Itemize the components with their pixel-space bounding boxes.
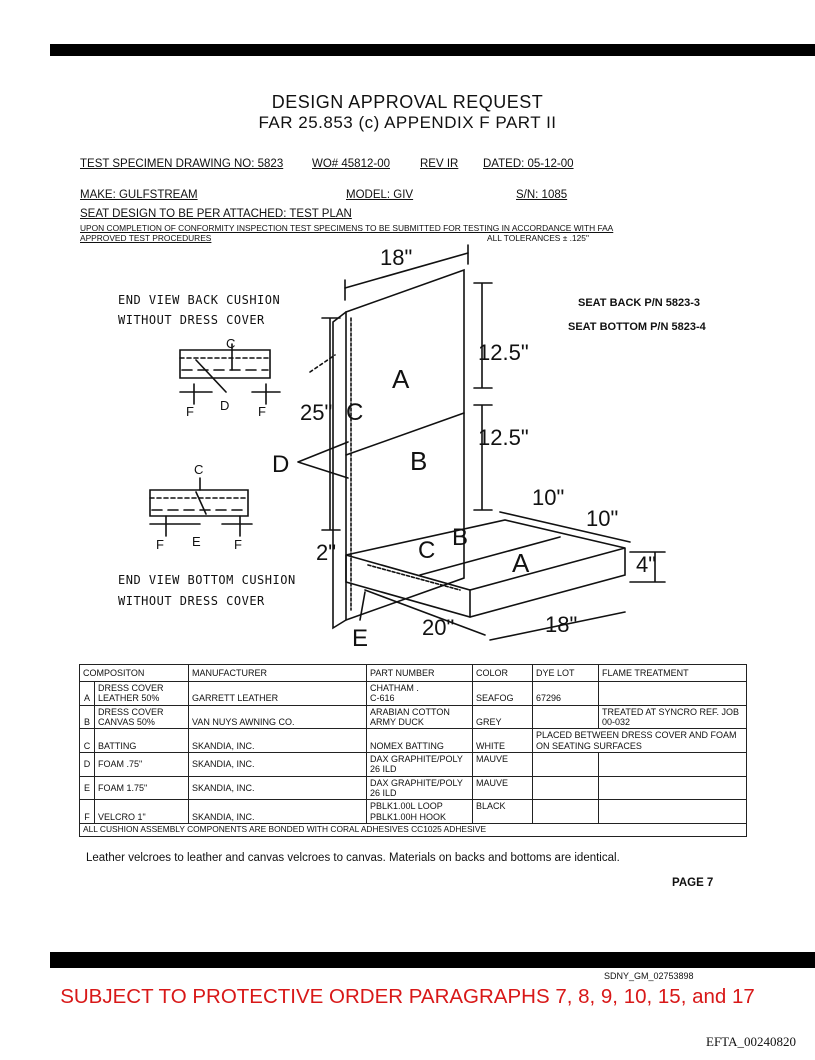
table-row: F VELCRO 1" SKANDIA, INC. PBLK1.00L LOOP PBLK1.00H HOOK BLACK: [80, 800, 747, 824]
label-c-back-view: C: [226, 336, 236, 351]
seat-bottom-part-number: SEAT BOTTOM P/N 5823-4: [568, 321, 706, 333]
label-b-back: B: [410, 446, 428, 476]
table-row: B DRESS COVER CANVAS 50% VAN NUYS AWNING CO. ARABIAN COTTON ARMY DUCK GREY TREATED AT SYNCRO REF. JOB 00-032: [80, 705, 747, 729]
dim-height-total: 25": [300, 400, 333, 425]
drawing-labels: [156, 245, 656, 652]
label-f2-bottom-view: F: [234, 537, 242, 552]
page-number: PAGE 7: [672, 877, 714, 889]
header-dye-lot: DYE LOT: [533, 665, 599, 682]
header-composition: COMPOSITON: [80, 665, 189, 682]
bottom-view-label-2: WITHOUT DRESS COVER: [118, 594, 265, 608]
bottom-split-line: [420, 537, 560, 575]
label-c-bottom: C: [418, 537, 436, 564]
leader-d: [298, 442, 348, 478]
back-end-view-outline: [180, 350, 270, 378]
dim-lower-line: [474, 405, 492, 510]
drawing-number: TEST SPECIMEN DRAWING NO: 5823: [80, 158, 284, 170]
conformity-text: UPON COMPLETION OF CONFORMITY INSPECTION TEST SPECIMENS TO BE SUBMITTED FOR TESTING IN ACCORDANCE WITH FAA: [80, 223, 614, 233]
label-d-back-view: D: [220, 398, 230, 413]
leader-back-view: [310, 355, 335, 372]
model: MODEL: GIV: [346, 189, 414, 201]
header-manufacturer: MANUFACTURER: [189, 665, 367, 682]
date: DATED: 05-12-00: [483, 158, 574, 170]
dim-depth-b: 10": [586, 506, 619, 531]
back-view-label-1: END VIEW BACK CUSHION: [118, 293, 281, 307]
dim-upper-line: [474, 283, 492, 388]
velcro-note: Leather velcroes to leather and canvas velcroes to canvas. Materials on backs and bottoms are identical.: [86, 852, 620, 864]
bottom-cushion-sides: [346, 548, 625, 617]
bottom-end-view-outline: [150, 490, 248, 516]
label-e-bottom: E: [352, 625, 369, 652]
label-f1-bottom-view: F: [156, 537, 164, 552]
efta-number: EFTA_00240820: [706, 1034, 796, 1049]
label-f2-back-view: F: [258, 404, 266, 419]
label-a-back: A: [392, 364, 410, 394]
table-footer-row: [80, 824, 747, 837]
dim-upper-height: 12.5": [478, 340, 529, 365]
table-row: D FOAM .75" SKANDIA, INC. DAX GRAPHITE/POLY 26 ILD MAUVE: [80, 753, 747, 777]
seat-back-part-number: SEAT BACK P/N 5823-3: [578, 297, 701, 309]
dim-depth-a: 10": [532, 485, 565, 510]
bottom-end-view-velcro: [150, 516, 252, 536]
dim-lower-height: 12.5": [478, 425, 529, 450]
header-flame-treatment: FLAME TREATMENT: [599, 665, 747, 682]
composition-table: [79, 664, 747, 837]
make: MAKE: GULFSTREAM: [80, 189, 198, 201]
back-end-view-leaders: [196, 344, 232, 392]
label-d: D: [272, 451, 290, 478]
table-header-row: [80, 665, 747, 682]
back-view-label-2: WITHOUT DRESS COVER: [118, 313, 265, 327]
tolerances-text: ALL TOLERANCES ± .125": [487, 233, 589, 243]
label-c-bottom-view: C: [194, 462, 204, 477]
label-e-bottom-view: E: [192, 534, 201, 549]
table-row: C BATTING SKANDIA, INC. NOMEX BATTING WHITE PLACED BETWEEN DRESS COVER AND FOAM ON SEATING SURFACES: [80, 729, 747, 753]
document-subtitle: FAR 25.853 (c) APPENDIX F PART II: [258, 113, 557, 132]
back-cushion-side: [333, 312, 346, 628]
bottom-stitch-line: [368, 565, 460, 590]
bottom-view-label-1: END VIEW BOTTOM CUSHION: [118, 573, 296, 587]
work-order: WO# 45812-00: [312, 158, 390, 170]
seat-design-heading: SEAT DESIGN TO BE PER ATTACHED: TEST PLAN: [80, 208, 352, 220]
dim-top-width: 18": [380, 245, 413, 270]
document-title: DESIGN APPROVAL REQUEST: [271, 92, 544, 112]
label-c-back: C: [346, 399, 364, 426]
dim-bottom-depth: 20": [422, 615, 455, 640]
label-a-bottom: A: [512, 548, 530, 578]
adhesive-note: ALL CUSHION ASSEMBLY COMPONENTS ARE BONDED WITH CORAL ADHESIVES CC1025 ADHESIVE: [80, 824, 747, 837]
table-row: E FOAM 1.75" SKANDIA, INC. DAX GRAPHITE/POLY 26 ILD MAUVE: [80, 776, 747, 800]
label-f1-back-view: F: [186, 404, 194, 419]
serial-number: S/N: 1085: [516, 189, 568, 201]
dim-bottom-width: 18": [545, 612, 578, 637]
header-part-number: PART NUMBER: [367, 665, 473, 682]
back-split-line: [346, 413, 464, 455]
dim-thickness-back: 2": [316, 540, 337, 565]
header-color: COLOR: [473, 665, 533, 682]
bottom-end-view-leaders: [196, 478, 206, 514]
label-b-bottom: B: [452, 524, 469, 551]
bates-number: SDNY_GM_02753898: [604, 971, 694, 981]
table-row: A DRESS COVER LEATHER 50% GARRETT LEATHER CHATHAM . C-616 SEAFOG 67296: [80, 682, 747, 706]
procedures-text: APPROVED TEST PROCEDURES: [80, 233, 212, 243]
leader-e: [360, 592, 365, 620]
protective-order-notice: SUBJECT TO PROTECTIVE ORDER PARAGRAPHS 7, 8, 9, 10, 15, and 17: [60, 985, 755, 1008]
scan-bottom-border: [50, 952, 815, 968]
dim-thickness-bottom: 4": [636, 552, 657, 577]
revision: REV IR: [420, 158, 459, 170]
back-end-view-velcro: [180, 384, 280, 404]
